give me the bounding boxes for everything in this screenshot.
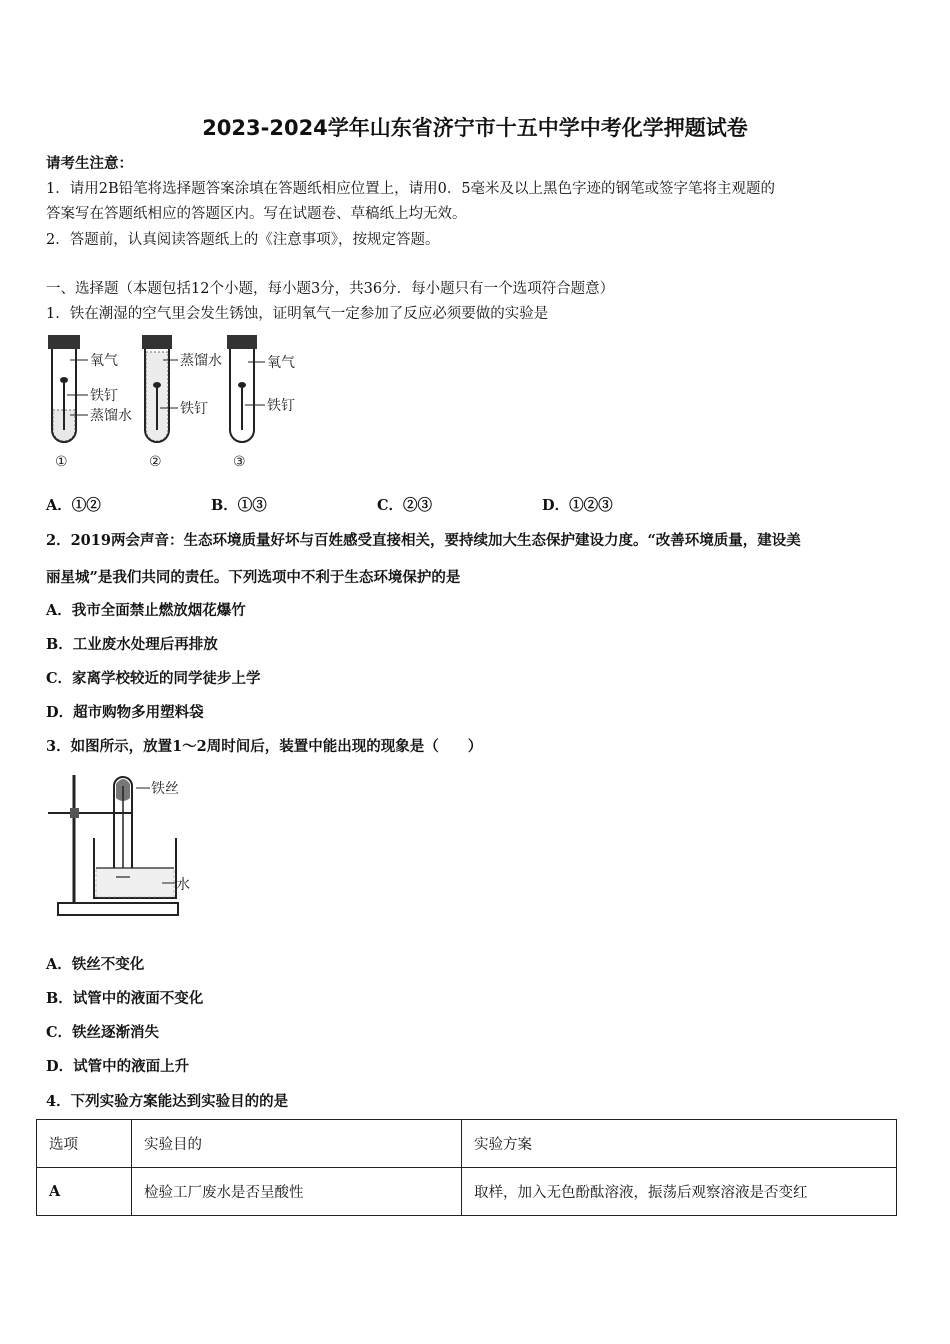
page-title: 2023-2024学年山东省济宁市十五中学中考化学押题试卷 [202,116,748,140]
q4-stem: 4．下列实验方案能达到实验目的的是 [46,1093,289,1110]
tube1-number: ① [55,454,68,470]
notice-line-1: 1．请用2B铅笔将选择题答案涂填在答题纸相应位置上，请用0．5毫米及以上黑色字迹的钢笔或签字笔将主观题的 [46,181,776,197]
tube2-number: ② [149,454,162,470]
tube3-label-top: 氧气 [267,355,295,371]
q2-stem-line-1: 2．2019两会声音：生态环境质量好坏与百姓感受直接相关，要持续加大生态保护建设力度。“改善环境质量，建设美 [46,532,801,549]
test-tube-3 [227,335,295,470]
test-tube-1 [48,335,132,470]
tube2-label-mid: 铁钉 [180,401,208,417]
tube3-number: ③ [233,454,246,470]
q4-table [36,1119,897,1216]
q3-option-d: D．试管中的液面上升 [46,1058,190,1075]
q1-option-d: D．①②③ [542,497,613,514]
q2-option-a: A．我市全面禁止燃放烟花爆竹 [46,602,246,619]
tube2-label-top: 蒸馏水 [180,353,222,369]
q1-option-c: C．②③ [377,497,433,514]
q1-figure [40,330,320,475]
q3-option-b: B．试管中的液面不变化 [46,990,204,1007]
q1-option-a: A．①② [46,497,101,514]
q3-label-wire: 铁丝 [151,781,179,797]
tube1-label-top: 氧气 [90,353,118,369]
tube1-label-mid: 铁钉 [90,388,118,404]
table-cell: 取样，加入无色酚酞溶液，振荡后观察溶液是否变红 [462,1168,897,1216]
notice-line-2: 答案写在答题纸相应的答题区内。写在试题卷、草稿纸上均无效。 [46,206,467,222]
notice-heading: 请考生注意： [46,155,133,172]
table-header-cell: 实验目的 [132,1120,462,1168]
tube1-label-bottom: 蒸馏水 [90,408,132,424]
table-header-row [37,1120,897,1168]
section-heading: 一、选择题（本题包括12个小题，每小题3分，共36分．每小题只有一个选项符合题意） [46,281,615,297]
q2-option-b: B．工业废水处理后再排放 [46,636,218,653]
q2-stem-line-2: 丽星城”是我们共同的责任。下列选项中不利于生态环境保护的是 [46,569,461,586]
tube3-label-mid: 铁钉 [267,398,295,414]
table-cell: A [37,1168,132,1216]
q2-option-d: D．超市购物多用塑料袋 [46,704,204,721]
q3-label-water: 水 [176,877,190,893]
test-tube-2 [142,335,222,470]
table-cell: 检验工厂废水是否呈酸性 [132,1168,462,1216]
table-header-cell: 实验方案 [462,1120,897,1168]
q2-option-c: C．家离学校较近的同学徒步上学 [46,670,261,687]
q1-stem: 1．铁在潮湿的空气里会发生锈蚀，证明氧气一定参加了反应必须要做的实验是 [46,306,549,322]
table-header-cell: 选项 [37,1120,132,1168]
q3-figure [44,770,204,922]
q1-option-b: B．①③ [211,497,267,514]
notice-line-3: 2．答题前，认真阅读答题纸上的《注意事项》，按规定答题。 [46,232,440,248]
q3-option-c: C．铁丝逐渐消失 [46,1024,160,1041]
q3-option-a: A．铁丝不变化 [46,956,145,973]
table-row [37,1168,897,1216]
q3-stem: 3．如图所示，放置1～2周时间后，装置中能出现的现象是（ ） [46,738,483,755]
